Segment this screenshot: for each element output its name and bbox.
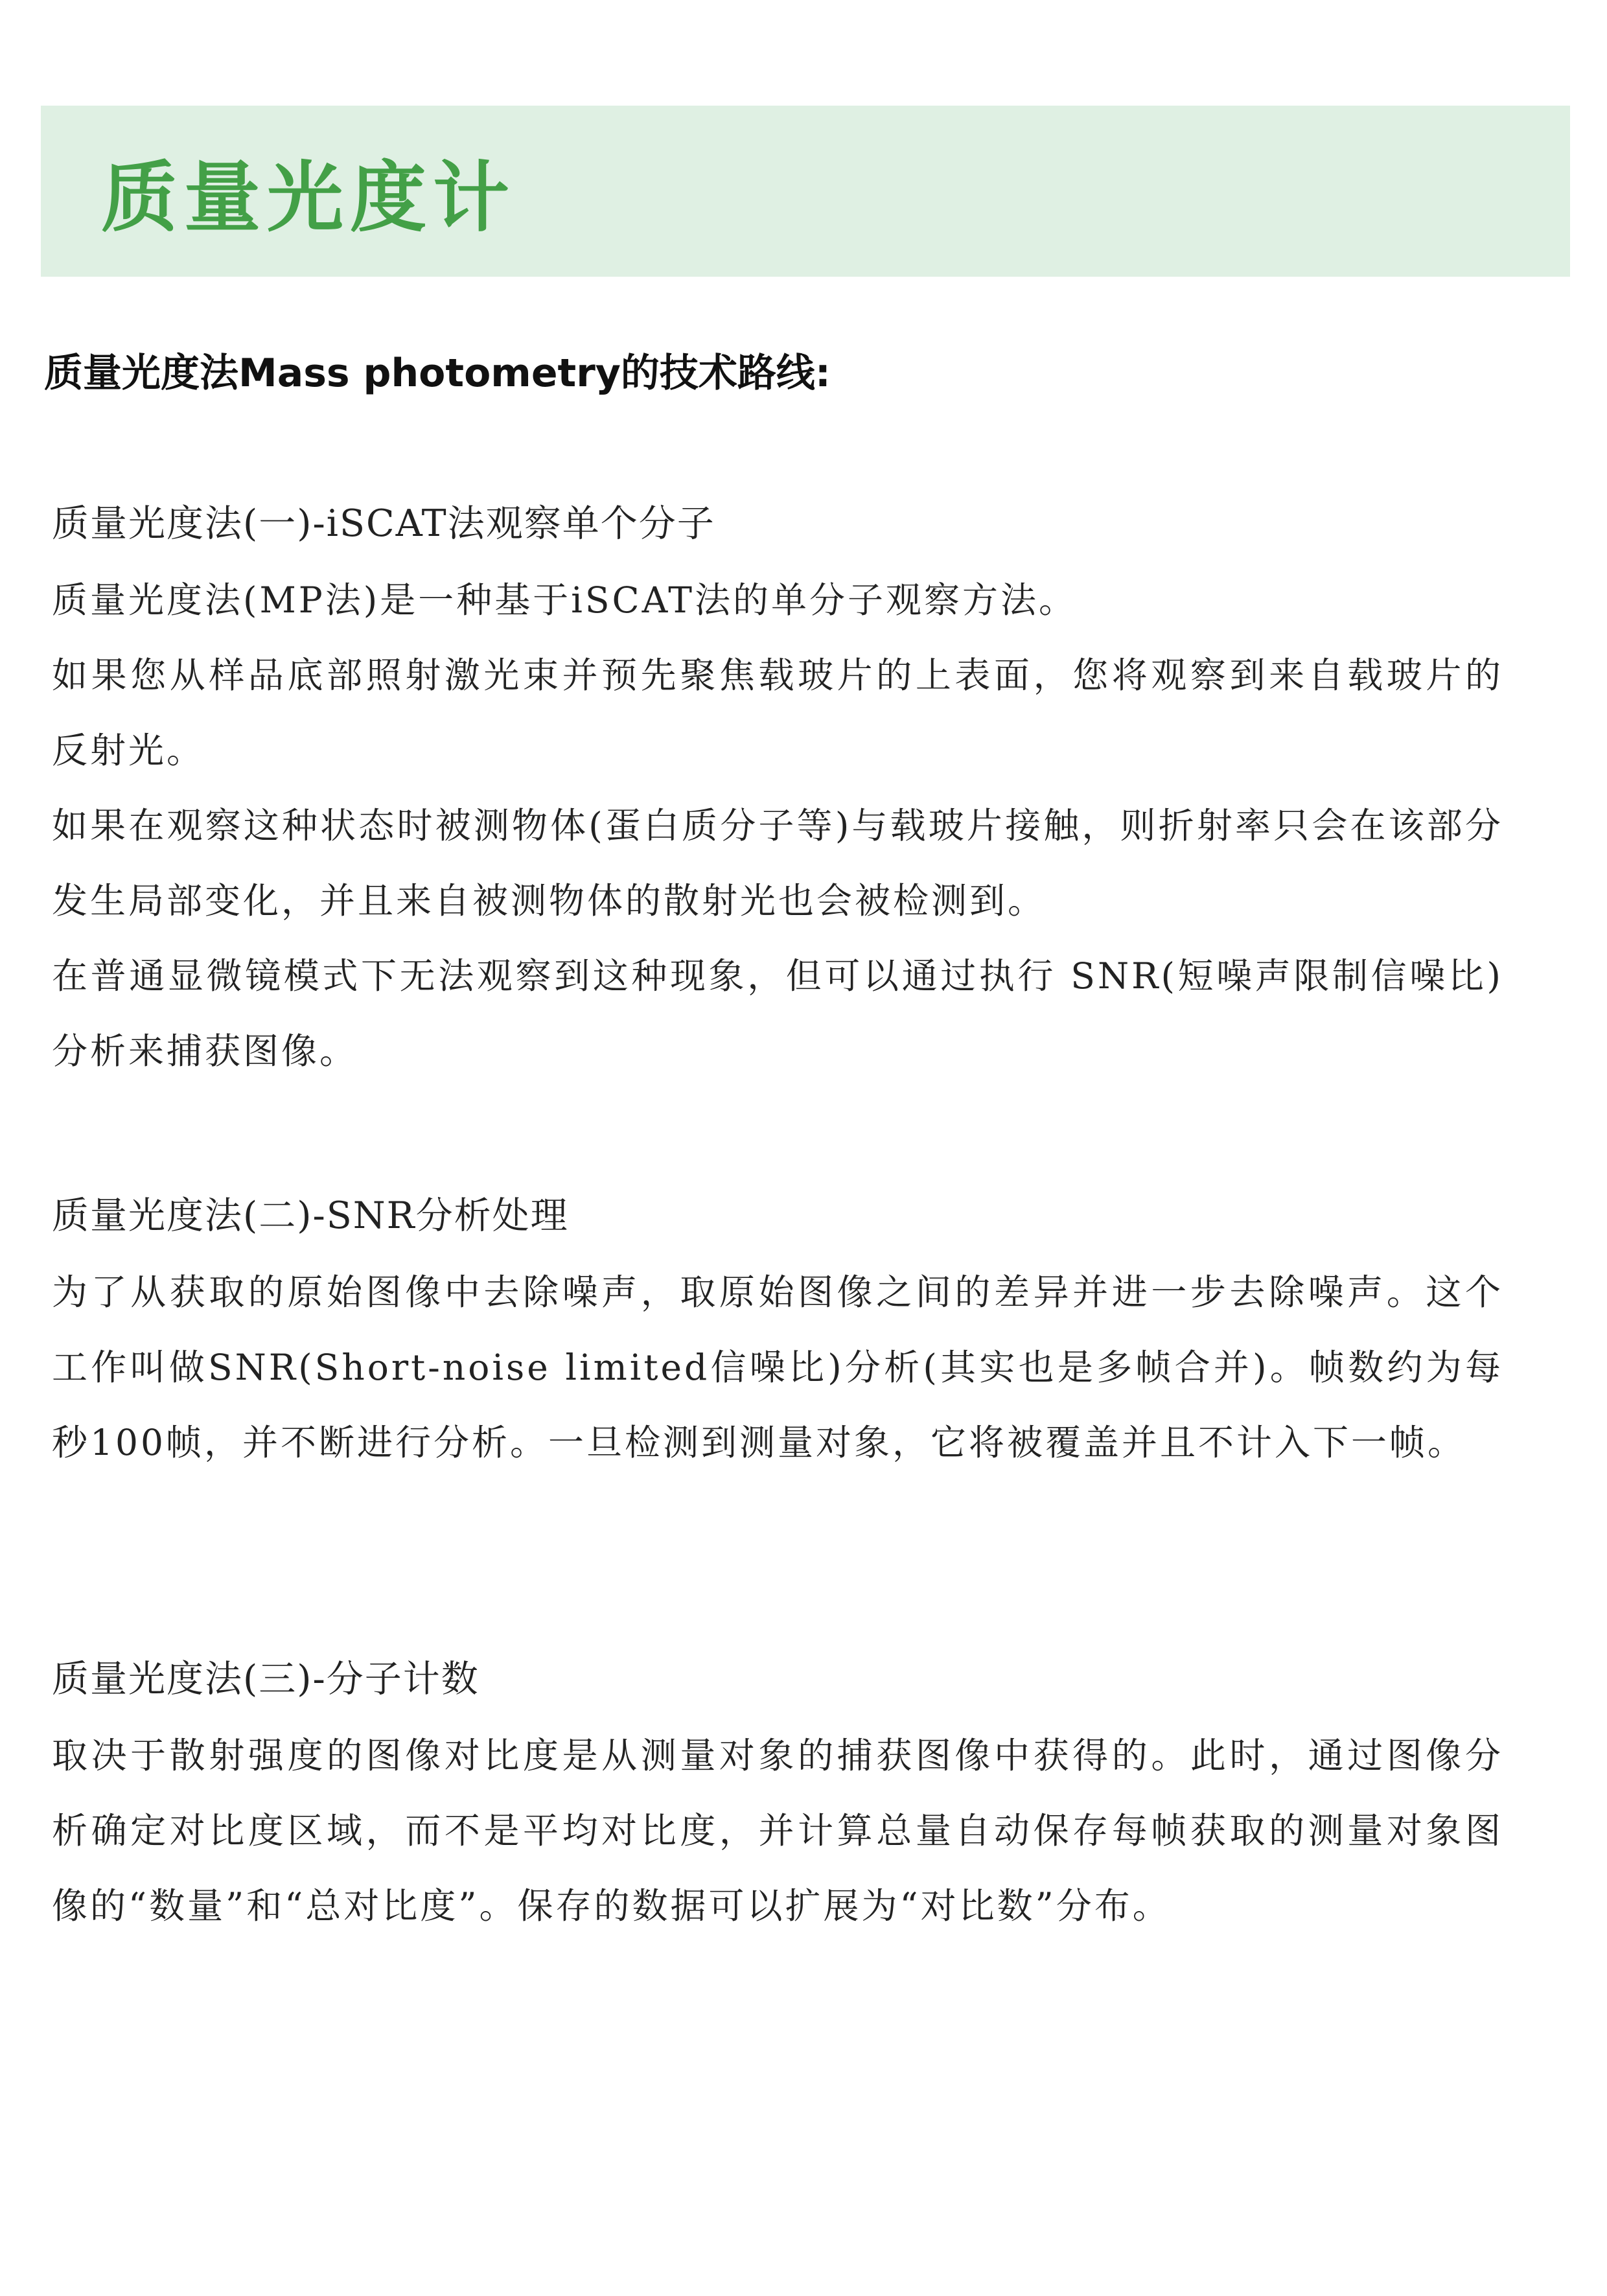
paragraph: 质量光度法(MP法)是一种基于iSCAT法的单分子观察方法。 — [52, 579, 1077, 621]
section-snr — [52, 1190, 1503, 1480]
title-banner — [41, 106, 1570, 277]
paragraph: 如果您从样品底部照射激光束并预先聚焦载玻片的上表面，您将观察到来自载玻片的反射光。 — [52, 655, 1503, 771]
section-heading: 质量光度法(三)-分子计数 — [52, 1658, 480, 1700]
section-iscat — [52, 498, 1503, 1089]
section-counting — [52, 1653, 1503, 1943]
section-heading: 质量光度法(一)-iSCAT法观察单个分子 — [52, 502, 715, 545]
paragraph: 如果在观察这种状态时被测物体(蛋白质分子等)与载玻片接触，则折射率只会在该部分发生局部变化，并且来自被测物体的散射光也会被检测到。 — [52, 805, 1503, 922]
page-title: 质量光度计 — [101, 153, 516, 242]
section-body — [52, 1255, 1503, 1480]
paragraph: 取决于散射强度的图像对比度是从测量对象的捕获图像中获得的。此时，通过图像分析确定对比度区域，而不是平均对比度，并计算总量自动保存每帧获取的测量对象图像的“数量”和“总对比度”。保存的数据可以扩展为“对比数”分布。 — [52, 1735, 1503, 1927]
section-body — [52, 1718, 1503, 1943]
document-subtitle: 质量光度法Mass photometry的技术路线: — [44, 351, 831, 396]
section-body — [52, 562, 1503, 1089]
section-heading: 质量光度法(二)-SNR分析处理 — [52, 1194, 569, 1237]
paragraph: 为了从获取的原始图像中去除噪声，取原始图像之间的差异并进一步去除噪声。这个工作叫做SNR(Short-noise limited信噪比)分析(其实也是多帧合并)。帧数约为每秒100帧，并不断进行分析。一旦检测到测量对象，它将被覆盖并且不计入下一帧。 — [52, 1271, 1503, 1463]
paragraph: 在普通显微镜模式下无法观察到这种现象，但可以通过执行 SNR(短噪声限制信噪比)分析来捕获图像。 — [52, 955, 1503, 1072]
